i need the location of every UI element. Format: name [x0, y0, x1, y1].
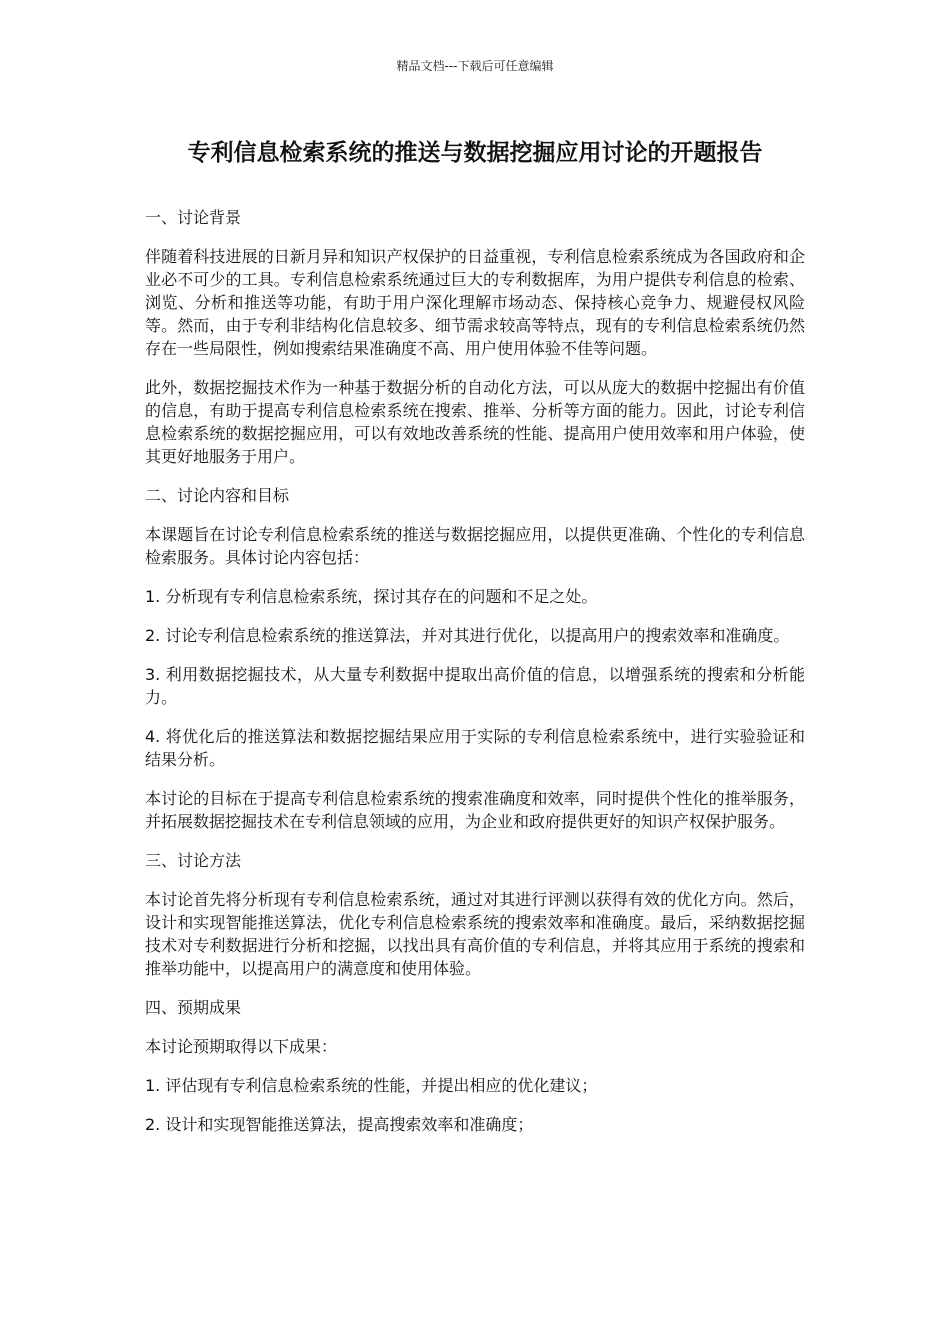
document-body [145, 206, 805, 1152]
paragraph: 本讨论预期取得以下成果： [145, 1037, 338, 1056]
list-item: 2. 讨论专利信息检索系统的推送算法，并对其进行优化，以提高用户的搜索效率和准确度。 [145, 626, 790, 645]
paragraph: 本讨论的目标在于提高专利信息检索系统的搜索准确度和效率，同时提供个性化的推举服务，并拓展数据挖掘技术在专利信息领域的应用，为企业和政府提供更好的知识产权保护服务。 [145, 789, 805, 831]
section-heading-content: 二、讨论内容和目标 [145, 486, 290, 505]
document-title: 专利信息检索系统的推送与数据挖掘应用讨论的开题报告 [187, 140, 763, 166]
list-item: 1. 分析现有专利信息检索系统，探讨其存在的问题和不足之处。 [145, 587, 598, 606]
list-item: 2. 设计和实现智能推送算法，提高搜索效率和准确度； [145, 1115, 534, 1134]
paragraph: 本讨论首先将分析现有专利信息检索系统，通过对其进行评测以获得有效的优化方向。然后，设计和实现智能推送算法，优化专利信息检索系统的搜索效率和准确度。最后，采纳数据挖掘技术对专利数据进行分析和挖掘，以找出具有高价值的专利信息，并将其应用于系统的搜索和推举功能中，以提高用户的满意度和使用体验。 [145, 890, 805, 978]
section-heading-method: 三、讨论方法 [145, 851, 242, 870]
paragraph: 此外，数据挖掘技术作为一种基于数据分析的自动化方法，可以从庞大的数据中挖掘出有价值的信息，有助于提高专利信息检索系统在搜索、推举、分析等方面的能力。因此，讨论专利信息检索系统的数据挖掘应用，可以有效地改善系统的性能、提高用户使用效率和用户体验，使其更好地服务于用户。 [145, 378, 805, 466]
list-item: 3. 利用数据挖掘技术，从大量专利数据中提取出高价值的信息，以增强系统的搜索和分析能力。 [145, 665, 805, 707]
list-item: 1. 评估现有专利信息检索系统的性能，并提出相应的优化建议； [145, 1076, 598, 1095]
page-header: 精品文档---下载后可任意编辑 [396, 59, 554, 73]
section-heading-background: 一、讨论背景 [145, 208, 242, 227]
list-item: 4. 将优化后的推送算法和数据挖掘结果应用于实际的专利信息检索系统中，进行实验验证和结果分析。 [145, 727, 805, 769]
paragraph: 伴随着科技进展的日新月异和知识产权保护的日益重视，专利信息检索系统成为各国政府和企业必不可少的工具。专利信息检索系统通过巨大的专利数据库，为用户提供专利信息的检索、浏览、分析和推送等功能，有助于用户深化理解市场动态、保持核心竞争力、规避侵权风险等。然而，由于专利非结构化信息较多、细节需求较高等特点，现有的专利信息检索系统仍然存在一些局限性，例如搜索结果准确度不高、用户使用体验不佳等问题。 [145, 247, 805, 358]
paragraph: 本课题旨在讨论专利信息检索系统的推送与数据挖掘应用，以提供更准确、个性化的专利信息检索服务。具体讨论内容包括： [145, 525, 805, 567]
section-heading-results: 四、预期成果 [145, 998, 242, 1017]
